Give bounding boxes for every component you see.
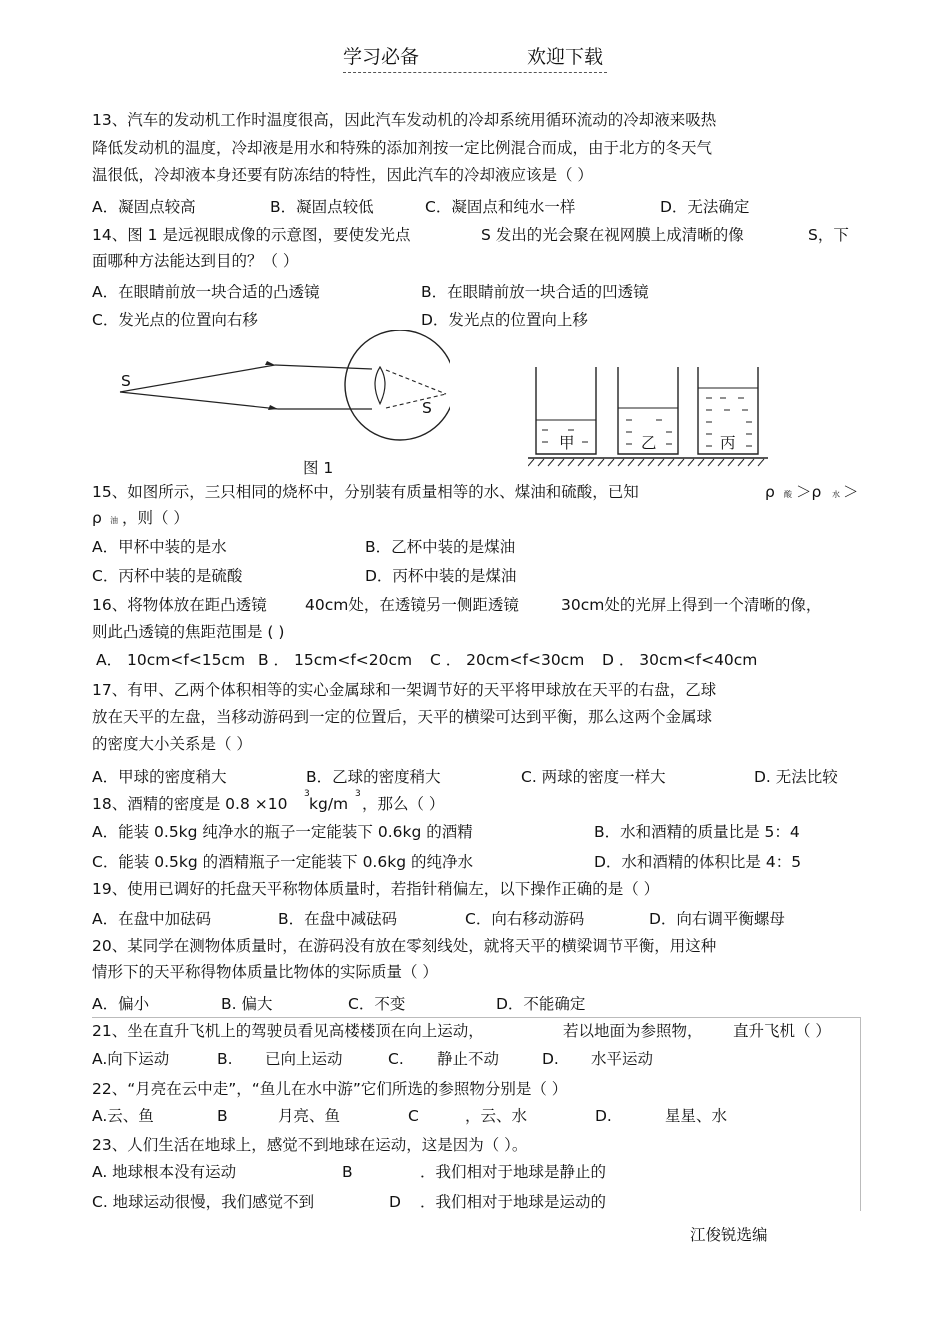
q23-option-d-letter: D	[389, 1193, 401, 1211]
q22-line-1: 22、“月亮在云中走”，“鱼儿在水中游”它们所选的参照物分别是（ ）	[92, 1080, 568, 1098]
q14-line-1c: S，下	[808, 226, 849, 244]
q23-option-b-letter: B	[342, 1163, 353, 1181]
q15-sub-acid: 酸	[784, 490, 792, 499]
q21-option-d-letter: D.	[542, 1050, 559, 1068]
q18-line-1b: kg/m	[309, 795, 349, 813]
q19-option-d: D．向右调平衡螺母	[649, 910, 785, 928]
q16-line-1a: 16、将物体放在距凸透镜	[92, 596, 267, 614]
header-right: 欢迎下载	[527, 46, 604, 68]
q18-line-1c: ，那么（ ）	[362, 795, 445, 813]
fig1-s-right: S	[422, 399, 432, 417]
q14-line-2: 面哪种方法能达到目的？（ ）	[92, 252, 299, 270]
beaker-label-b: 乙	[641, 434, 657, 452]
q23-line-1: 23、人们生活在地球上，感觉不到地球在运动，这是因为（ ）。	[92, 1136, 528, 1154]
header-left: 学习必备	[343, 46, 420, 68]
q16-line-1b: 40cm处，在透镜另一侧距透镜	[305, 596, 519, 614]
q14-option-b: B．在眼睛前放一块合适的凹透镜	[421, 283, 649, 301]
q23-option-c: C. 地球运动很慢，我们感觉不到	[92, 1193, 315, 1211]
q18-option-c: C．能装 0.5kg 的酒精瓶子一定能装下 0.6kg 的纯净水	[92, 853, 473, 871]
q13-line-2: 降低发动机的温度，冷却液是用水和特殊的添加剂按一定比例混合而成，由于北方的冬天气	[92, 139, 713, 157]
q15-option-b: B．乙杯中装的是煤油	[365, 538, 516, 556]
q15-sub-water: 水	[832, 490, 840, 499]
q20-option-c: C．不变	[348, 995, 406, 1013]
q20-option-a: A．偏小	[92, 995, 150, 1013]
q19-option-b: B．在盘中减砝码	[278, 910, 398, 928]
q14-line-1a: 14、图 1 是远视眼成像的示意图，要使发光点	[92, 226, 411, 244]
q22-option-c: ，云、水	[465, 1107, 528, 1125]
q17-option-c: C. 两球的密度一样大	[521, 768, 666, 786]
footer-editor: 江俊锐选编	[690, 1226, 768, 1244]
q18-option-d: D．水和酒精的体积比是 4：5	[594, 853, 802, 871]
q22-option-b-letter: B	[217, 1107, 228, 1125]
q16-option-b: B ． 15cm<f<20cm	[258, 651, 413, 669]
q21-option-b: 已向上运动	[265, 1050, 343, 1068]
q15-rho-2: ρ	[92, 509, 102, 527]
q17-line-1: 17、有甲、乙两个体积相等的实心金属球和一架调节好的天平将甲球放在天平的右盘，乙球	[92, 681, 717, 699]
q23-option-b: ．我们相对于地球是静止的	[420, 1163, 607, 1181]
q14-line-1b: S 发出的光会聚在视网膜上成清晰的像	[481, 226, 744, 244]
q16-line-1c: 30cm处的光屏上得到一个清晰的像，	[561, 596, 822, 614]
fig1-s-left: S	[121, 372, 131, 390]
box-top-line	[92, 1017, 860, 1018]
q22-option-c-letter: C	[408, 1107, 419, 1125]
q19-line-1: 19、使用已调好的托盘天平称物体质量时，若指针稍偏左，以下操作正确的是（ ）	[92, 880, 660, 898]
q21-option-c: 静止不动	[437, 1050, 500, 1068]
q21-line-1b: 若以地面为参照物，	[563, 1022, 703, 1040]
q13-option-c: C．凝固点和纯水一样	[425, 198, 576, 216]
q18-exp-2: 3	[355, 789, 361, 799]
q17-line-3: 的密度大小关系是（ ）	[92, 735, 252, 753]
box-right-line	[860, 1017, 861, 1211]
q13-line-1: 13、汽车的发动机工作时温度很高，因此汽车发动机的冷却系统用循环流动的冷却液来吸热	[92, 111, 717, 129]
q15-rho-1: ρ	[765, 483, 775, 501]
q17-option-a: A．甲球的密度稍大	[92, 768, 227, 786]
q22-option-d-letter: D.	[595, 1107, 612, 1125]
q23-option-d: ．我们相对于地球是运动的	[420, 1193, 607, 1211]
q14-option-d: D．发光点的位置向上移	[421, 311, 588, 329]
figure-beakers	[528, 362, 773, 472]
q15-line-2: ，则（ ）	[122, 509, 189, 527]
figure-1-eye-diagram	[110, 330, 450, 460]
q14-option-a: A．在眼睛前放一块合适的凸透镜	[92, 283, 320, 301]
q15-gt-2: ＞	[843, 483, 859, 501]
q17-option-d: D. 无法比较	[754, 768, 838, 786]
q15-option-a: A．甲杯中装的是水	[92, 538, 227, 556]
q15-line-1: 15、如图所示，三只相同的烧杯中，分别装有质量相等的水、煤油和硫酸，已知	[92, 483, 639, 501]
q15-option-d: D．丙杯中装的是煤油	[365, 567, 517, 585]
q16-option-d: D ． 30cm<f<40cm	[602, 651, 758, 669]
q13-option-a: A．凝固点较高	[92, 198, 196, 216]
q20-line-2: 情形下的天平称得物体质量比物体的实际质量（ ）	[92, 963, 438, 981]
q18-option-a: A．能装 0.5kg 纯净水的瓶子一定能装下 0.6kg 的酒精	[92, 823, 473, 841]
q16-line-2: 则此凸透镜的焦距范围是 ( )	[92, 623, 285, 641]
q20-option-d: D．不能确定	[496, 995, 586, 1013]
beaker-label-c: 丙	[720, 434, 736, 452]
q15-gt-1: ＞ρ	[796, 483, 822, 501]
q17-option-b: B．乙球的密度稍大	[306, 768, 441, 786]
q18-line-1a: 18、酒精的密度是 0.8 ×10	[92, 795, 288, 813]
q21-line-1a: 21、坐在直升飞机上的驾驶员看见高楼楼顶在向上运动，	[92, 1022, 484, 1040]
q18-option-b: B．水和酒精的质量比是 5：4	[594, 823, 800, 841]
q13-line-3: 温很低，冷却液本身还要有防冻结的特性，因此汽车的冷却液应该是（ ）	[92, 166, 593, 184]
q21-option-a: A.向下运动	[92, 1050, 170, 1068]
q18-exp-1: 3	[304, 789, 310, 799]
fig1-caption: 图 1	[303, 459, 334, 477]
q16-option-a: A． 10cm<f<15cm	[96, 651, 246, 669]
q15-sub-oil: 油	[110, 516, 118, 525]
q19-option-a: A．在盘中加砝码	[92, 910, 212, 928]
q23-option-a: A. 地球根本没有运动	[92, 1163, 237, 1181]
q21-option-b-letter: B.	[217, 1050, 233, 1068]
q13-option-d: D．无法确定	[660, 198, 750, 216]
q16-option-c: C ． 20cm<f<30cm	[430, 651, 585, 669]
q21-line-1c: 直升飞机（ ）	[733, 1022, 831, 1040]
q22-option-a: A.云、鱼	[92, 1107, 154, 1125]
q20-line-1: 20、某同学在测物体质量时，在游码没有放在零刻线处，就将天平的横梁调节平衡，用这种	[92, 937, 717, 955]
q19-option-c: C．向右移动游码	[465, 910, 585, 928]
q13-option-b: B．凝固点较低	[270, 198, 374, 216]
q20-option-b: B. 偏大	[221, 995, 273, 1013]
q21-option-c-letter: C.	[388, 1050, 404, 1068]
q15-option-c: C．丙杯中装的是硫酸	[92, 567, 243, 585]
q21-option-d: 水平运动	[591, 1050, 654, 1068]
q22-option-d: 星星、水	[665, 1107, 728, 1125]
q22-option-b: 月亮、鱼	[278, 1107, 341, 1125]
header-underline	[343, 72, 607, 73]
q17-line-2: 放在天平的左盘，当移动游码到一定的位置后，天平的横梁可达到平衡，那么这两个金属球	[92, 708, 713, 726]
q14-option-c: C．发光点的位置向右移	[92, 311, 258, 329]
beaker-label-a: 甲	[559, 434, 575, 452]
